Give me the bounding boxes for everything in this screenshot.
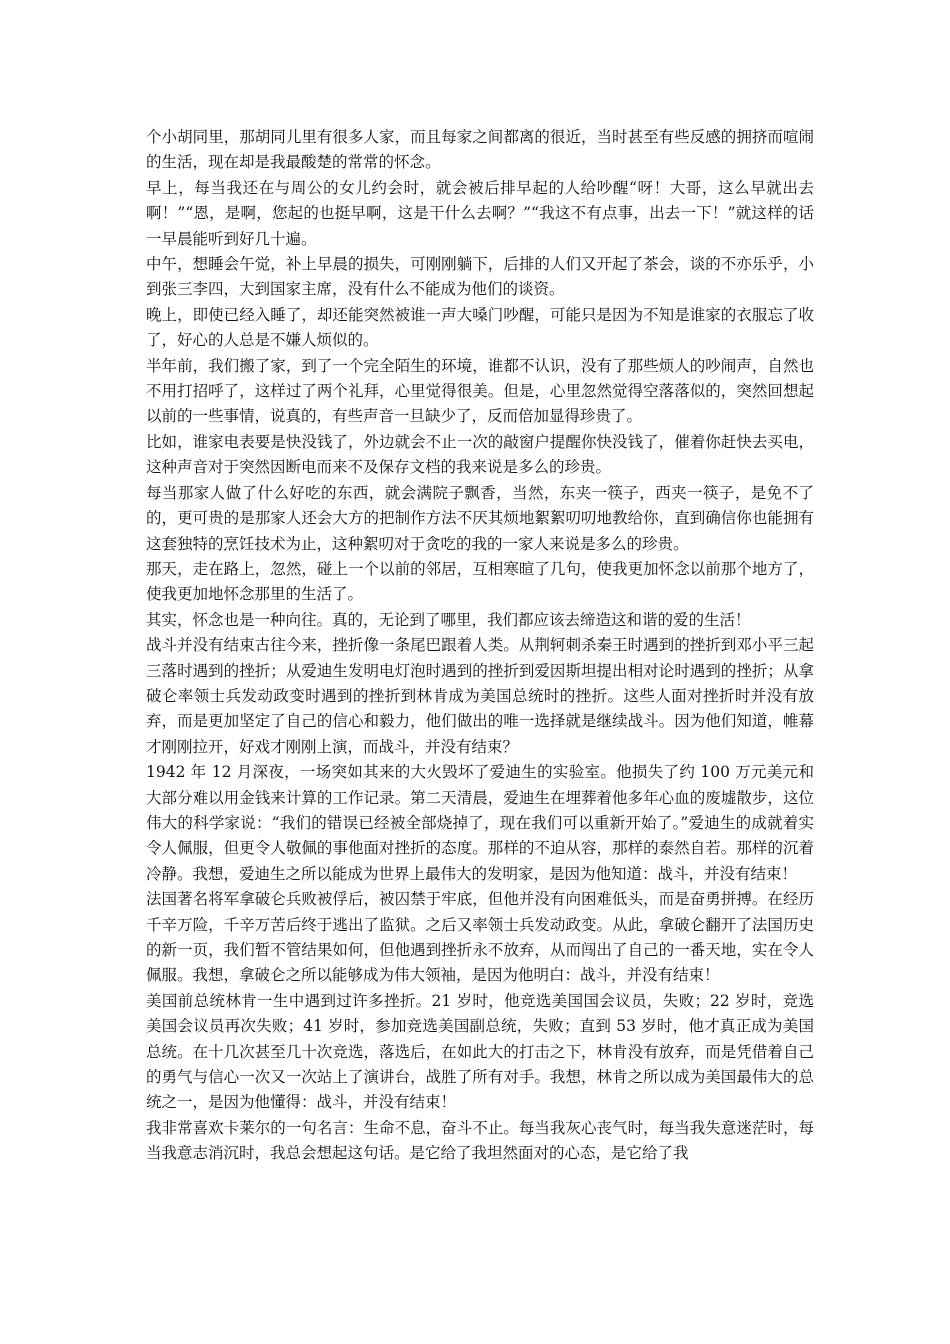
paragraph: 早上，每当我还在与周公的女儿约会时，就会被后排早起的人给吵醒“呀！大哥，这么早就出去啊！”“恩，是啊，您起的也挺早啊，这是干什么去啊？”“我这不有点事，出去一下！”就这样的话一早晨能听到好几十遍。	[146, 178, 814, 248]
paragraph: 每当那家人做了什么好吃的东西，就会满院子飘香，当然，东夹一筷子，西夹一筷子，是免不了的，更可贵的是那家人还会大方的把制作方法不厌其烦地絮絮叨叨地教给你，直到确信你也能拥有这套独特的烹饪技术为止，这种絮叨对于贪吃的我的一家人来说是多么的珍贵。	[146, 483, 814, 553]
document-body	[146, 125, 814, 1167]
paragraph: 其实，怀念也是一种向往。真的，无论到了哪里，我们都应该去缔造这和谐的爱的生活！	[146, 610, 751, 629]
paragraph: 中午，想睡会午觉，补上早晨的损失，可刚刚躺下，后排的人们又开起了茶会，谈的不亦乐乎，小到张三李四，大到国家主席，没有什么不能成为他们的谈资。	[146, 255, 814, 299]
paragraph: 美国前总统林肯一生中遇到过许多挫折。21 岁时，他竞选美国国会议员，失败；22 岁时，竞选美国会议员再次失败；41 岁时，参加竞选美国副总统，失败；直到 53 岁时，他才真正成为美国总统。在十几次甚至几十次竞选，落选后，在如此大的打击之下，林肯没有放弃，而是凭借着自己的勇气与信心一次又一次站上了演讲台，战胜了所有对手。我想，林肯之所以成为美国最伟大的总统之一，是因为他懂得：战斗，并没有结束！	[146, 991, 814, 1112]
paragraph: 半年前，我们搬了家，到了一个完全陌生的环境，谁都不认识，没有了那些烦人的吵闹声，自然也不用打招呼了，这样过了两个礼拜，心里觉得很美。但是，心里忽然觉得空落落似的，突然回想起以前的一些事情，说真的，有些声音一旦缺少了，反而倍加显得珍贵了。	[146, 356, 814, 426]
paragraph: 比如，谁家电表要是快没钱了，外边就会不止一次的敲窗户提醒你快没钱了，催着你赶快去买电，这种声音对于突然因断电而来不及保存文档的我来说是多么的珍贵。	[146, 432, 814, 477]
paragraph: 战斗并没有结束古往今来，挫折像一条尾巴跟着人类。从荆轲刺杀秦王时遇到的挫折到邓小平三起三落时遇到的挫折；从爱迪生发明电灯泡时遇到的挫折到爱因斯坦提出相对论时遇到的挫折；从拿破仑率领士兵发动政变时遇到的挫折到林肯成为美国总统时的挫折。这些人面对挫折时并没有放弃，而是更加坚定了自己的信心和毅力，他们做出的唯一选择就是继续战斗。因为他们知道，帷幕才刚刚拉开，好戏才刚刚上演，而战斗，并没有结束？	[146, 636, 814, 756]
paragraph: 法国著名将军拿破仑兵败被俘后，被囚禁于牢底，但他并没有向困难低头，而是奋勇拼搏。在经历千辛万险，千辛万苦后终于逃出了监狱。之后又率领士兵发动政变。从此，拿破仑翻开了法国历史的新一页，我们暂不管结果如何，但他遇到挫折永不放弃，从而闯出了自己的一番天地，实在令人佩服。我想，拿破仑之所以能够成为伟大领袖，是因为他明白：战斗，并没有结束！	[146, 890, 814, 985]
paragraph: 我非常喜欢卡莱尔的一句名言：生命不息，奋斗不止。每当我灰心丧气时，每当我失意迷茫时，每当我意志消沉时，我总会想起这句话。是它给了我坦然面对的心态，是它给了我	[146, 1118, 814, 1163]
paragraph: 晚上，即使已经入睡了，却还能突然被谁一声大嗓门吵醒，可能只是因为不知是谁家的衣服忘了收了，好心的人总是不嫌人烦似的。	[146, 305, 814, 350]
paragraph: 1942 年 12 月深夜，一场突如其来的大火毁坏了爱迪生的实验室。他损失了约 100 万元美元和大部分难以用金钱来计算的工作记录。第二天清晨，爱迪生在埋葬着他多年心血的废墟散步，这位伟大的科学家说：“我们的错误已经被全部烧掉了，现在我们可以重新开始了。”爱迪生的成就着实令人佩服，但更令人敬佩的事他面对挫折的态度。那样的不迫从容，那样的泰然自若。那样的沉着冷静。我想，爱迪生之所以能成为世界上最伟大的发明家，是因为他知道：战斗，并没有结束！	[146, 763, 814, 883]
paragraph: 个小胡同里，那胡同儿里有很多人家，而且每家之间都离的很近，当时甚至有些反感的拥挤而喧闹的生活，现在却是我最酸楚的常常的怀念。	[146, 128, 814, 172]
paragraph: 那天，走在路上，忽然，碰上一个以前的邻居，互相寒暄了几句，使我更加怀念以前那个地方了，使我更加地怀念那里的生活了。	[146, 559, 814, 604]
